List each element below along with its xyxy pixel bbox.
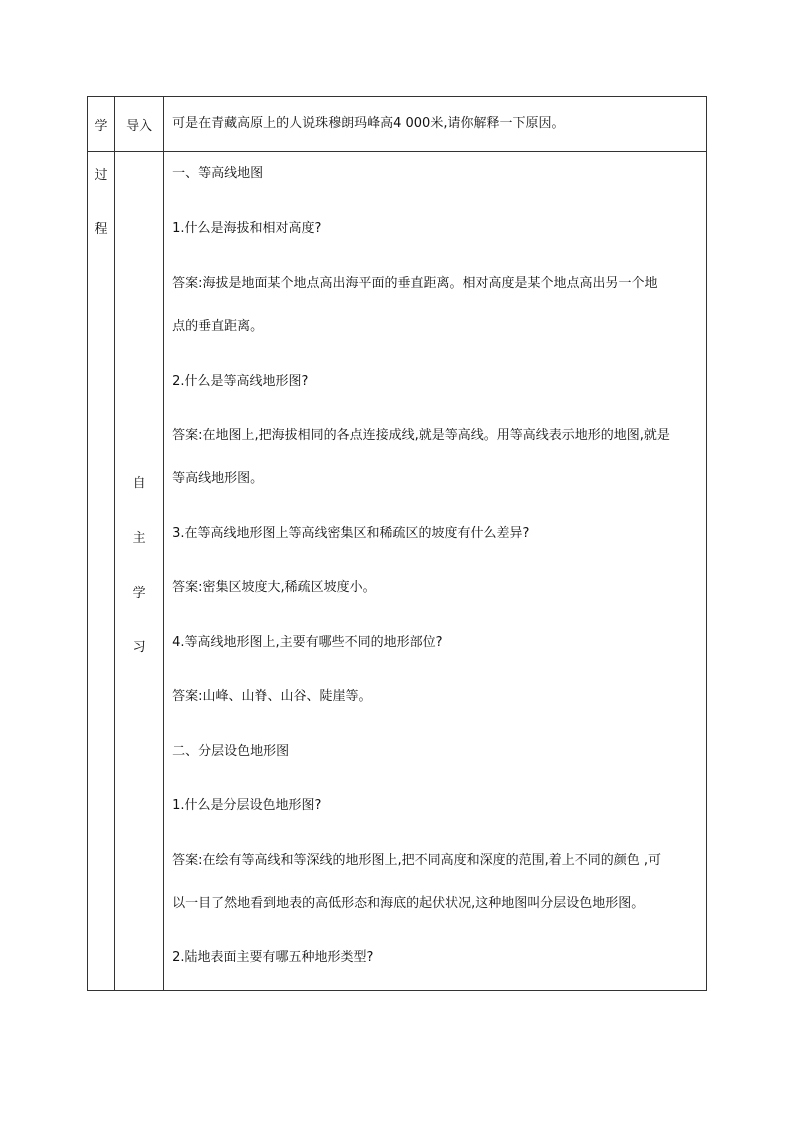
answer-line: 答案:海拔是地面某个地点高出海平面的垂直距离。相对高度是某个地点高出另一个地 [172,276,658,291]
question-line: 2.陆地表面主要有哪五种地形类型? [172,950,374,965]
answer-line: 答案:密集区坡度大,稀疏区坡度小。 [172,580,376,595]
question-line: 4.等高线地形图上,主要有哪些不同的地形部位? [172,635,443,650]
process-label-cell [88,152,115,991]
self-study-row [88,152,707,991]
answer-line: 答案:山峰、山脊、山谷、陡崖等。 [172,689,372,704]
intro-row [88,97,707,152]
self-study-label-char: 主 [132,531,146,546]
intro-label-cell [115,97,164,152]
lesson-table [87,96,707,991]
section-heading: 二、分层设色地形图 [172,744,290,759]
process-label-char: 学 [94,118,108,134]
answer-line: 答案:在地图上,把海拔相同的各点连接成线,就是等高线。用等高线表示地形的地图,就是 [172,428,670,443]
question-line: 3.在等高线地形图上等高线密集区和稀疏区的坡度有什么差异? [172,526,530,541]
intro-text: 可是在青藏高原上的人说珠穆朗玛峰高4 000米,请你解释一下原因。 [172,116,565,131]
section-heading: 一、等高线地图 [172,166,264,181]
process-label-char: 过 [94,168,108,183]
self-study-content [164,152,707,991]
answer-line: 答案:在绘有等高线和等深线的地形图上,把不同高度和深度的范围,着上不同的颜色 ,可 [172,853,662,868]
question-line: 1.什么是分层设色地形图? [172,798,322,813]
question-line: 2.什么是等高线地形图? [172,374,309,389]
answer-line: 以一目了然地看到地表的高低形态和海底的起伏状况,这种地图叫分层设色地形图。 [172,896,645,911]
process-label-top-cell [88,97,115,152]
self-study-label-cell [115,152,164,991]
process-label-char: 程 [94,222,108,237]
self-study-label-char: 自 [132,476,146,491]
answer-line: 等高线地形图。 [172,471,264,486]
answer-line: 点的垂直距离。 [172,319,264,334]
intro-content-cell [164,97,707,152]
self-study-label-char: 习 [132,640,146,655]
question-line: 1.什么是海拔和相对高度? [172,221,322,236]
intro-label: 导入 [126,118,153,134]
self-study-label-char: 学 [132,586,146,601]
